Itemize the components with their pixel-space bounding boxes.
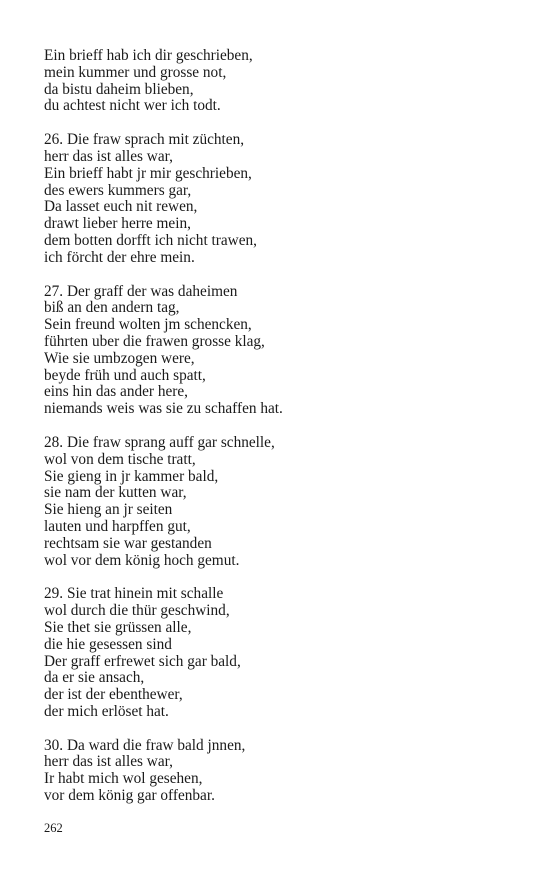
verse-line: da bistu daheim blieben, (44, 80, 194, 98)
verse-line: Sie hieng an jr seiten (44, 501, 173, 519)
verse-line: Da lasset euch nit rewen, (44, 198, 198, 216)
verse-line: des ewers kummers gar, (44, 181, 192, 199)
verse-line: 29. Sie trat hinein mit schalle (44, 585, 224, 603)
verse-line: Sie thet sie grüssen alle, (44, 618, 192, 636)
verse-line: Wie sie umbzogen were, (44, 349, 195, 367)
verse-line: da er sie ansach, (44, 669, 145, 687)
verse-line: vor dem könig gar offenbar. (44, 787, 215, 805)
verse-line: Sein freund wolten jm schencken, (44, 316, 252, 334)
verse-line: wol durch die thür geschwind, (44, 602, 230, 620)
verse-line: 30. Da ward die fraw bald jnnen, (44, 736, 246, 754)
verse-line: Ein brieff hab ich dir geschrieben, (44, 47, 253, 64)
verse-line: 26. Die fraw sprach mit züchten, (44, 131, 245, 149)
verse-line: der mich erlöset hat. (44, 702, 169, 720)
verse-line: die hie gesessen sind (44, 635, 172, 653)
verse-line: 28. Die fraw sprang auff gar schnelle, (44, 433, 275, 451)
stanza-27 (44, 284, 514, 418)
verse-line: rechtsam sie war gestanden (44, 534, 212, 552)
verse-line: eins hin das ander here, (44, 383, 188, 401)
stanza-28 (44, 435, 514, 569)
verse-line: herr das ist alles war, (44, 147, 173, 165)
verse-line: Ir habt mich wol gesehen, (44, 770, 203, 788)
poem-text (44, 48, 514, 822)
verse-line: Sie gieng in jr kammer bald, (44, 467, 219, 485)
verse-line: herr das ist alles war, (44, 753, 173, 771)
verse-line: Der graff erfrewet sich gar bald, (44, 652, 241, 670)
verse-line: biß an den andern tag, (44, 299, 180, 317)
verse-line: ich förcht der ehre mein. (44, 248, 195, 266)
verse-line: mein kummer und grosse not, (44, 63, 227, 81)
stanza-26 (44, 132, 514, 266)
verse-line: niemands weis was sie zu schaffen hat. (44, 400, 283, 418)
page-number: 262 (44, 821, 63, 835)
verse-line: drawt lieber herre mein, (44, 215, 191, 233)
verse-line: sie nam der kutten war, (44, 484, 187, 502)
verse-line: wol vor dem könig hoch gemut. (44, 551, 240, 569)
stanza-25-end (44, 48, 514, 115)
stanza-30 (44, 738, 514, 805)
verse-line: führten uber die frawen grosse klag, (44, 332, 265, 350)
verse-line: dem botten dorfft ich nicht trawen, (44, 231, 257, 249)
verse-line: lauten und harpffen gut, (44, 517, 191, 535)
verse-line: Ein brieff habt jr mir geschrieben, (44, 164, 252, 182)
verse-line: du achtest nicht wer ich todt. (44, 97, 221, 115)
verse-line: der ist der ebenthewer, (44, 686, 183, 704)
verse-line: 27. Der graff der was daheimen (44, 282, 238, 300)
stanza-29 (44, 586, 514, 720)
verse-line: beyde früh und auch spatt, (44, 366, 206, 384)
verse-line: wol von dem tische tratt, (44, 450, 196, 468)
